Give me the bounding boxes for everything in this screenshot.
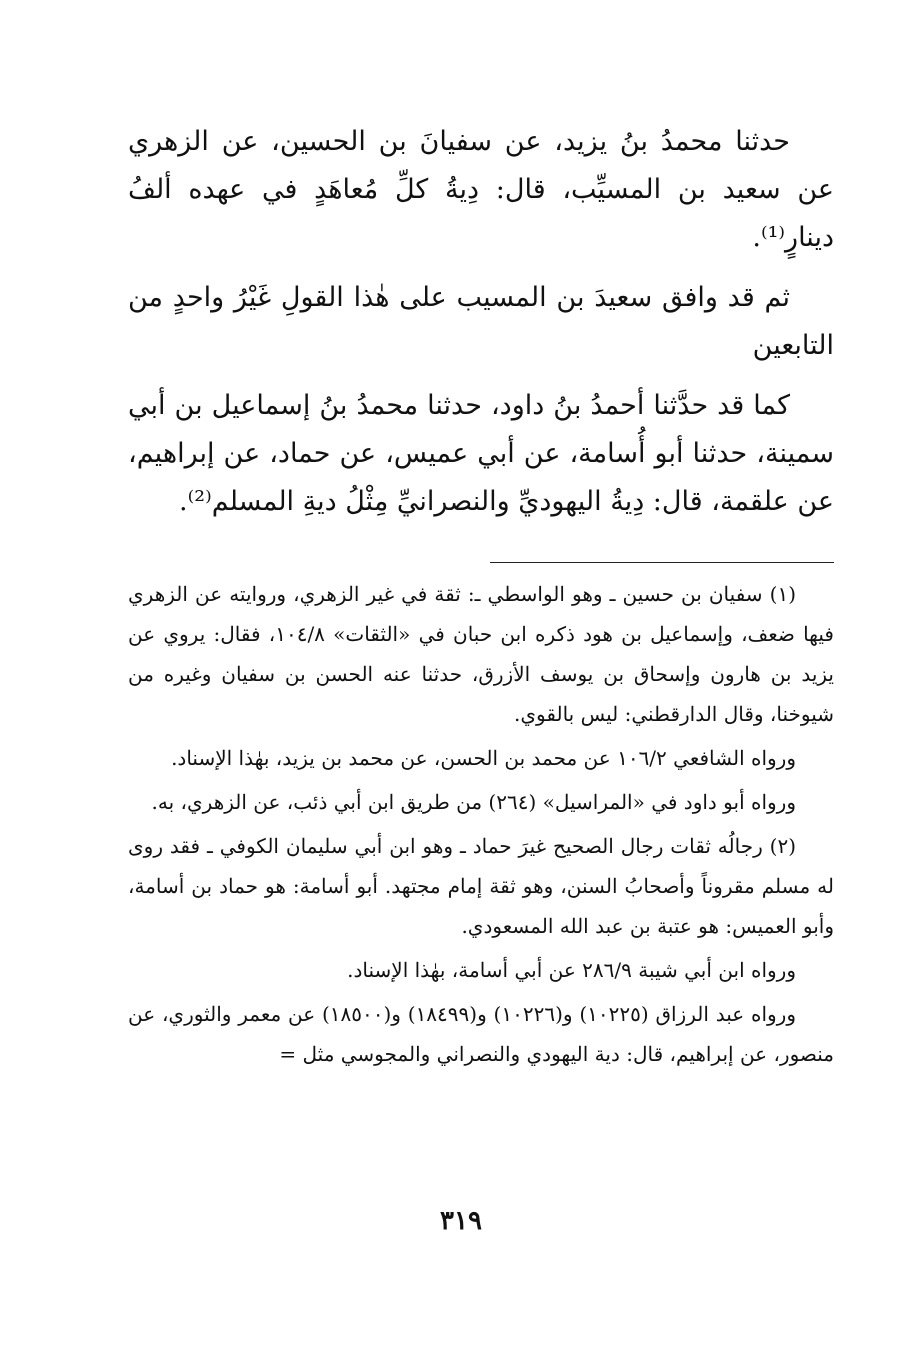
footnote-1-shafii: ورواه الشافعي ١٠٦/٢ عن محمد بن الحسن، عن محمد بن يزيد، بهٰذا الإسناد. xyxy=(171,746,796,770)
footnote-1-abu-dawud: ورواه أبو داود في «المراسيل» (٢٦٤) من طريق ابن أبي ذئب، عن الزهري، به. xyxy=(151,790,796,814)
main-paragraph-1: حدثنا محمدُ بنُ يزيد، عن سفيانَ بن الحسين، عن الزهري عن سعيد بن المسيِّب، قال: دِيةُ كلِّ مُعاهَدٍ في عهده ألفُ دينارٍ⁽¹⁾. xyxy=(128,126,834,253)
footnote-2-ibn-abi-shaybah: ورواه ابن أبي شيبة ٢٨٦/٩ عن أبي أسامة، بهٰذا الإسناد. xyxy=(347,958,796,982)
main-text xyxy=(128,118,834,538)
footnote-1: (١) سفيان بن حسين ـ وهو الواسطي ـ: ثقة في غير الزهري، وروايته عن الزهري فيها ضعف، وإسماعيل بن هود ذكره ابن حبان في «الثقات» ١٠٤/٨، فقال: يروي عن يزيد بن هارون وإسحاق بن يوسف الأزرق، حدثنا عنه الحسن بن سفيان وغيره من شيوخنا، وقال الدارقطني: ليس بالقوي. xyxy=(128,582,834,726)
main-paragraph-2: ثم قد وافق سعيدَ بن المسيب على هٰذا القولِ غَيْرُ واحدٍ من التابعين xyxy=(128,282,834,361)
footnote-2: (٢) رجالُه ثقات رجال الصحيح غيرَ حماد ـ وهو ابن أبي سليمان الكوفي ـ فقد روى له مسلم مقروناً وأصحابُ السنن، وهو ثقة إمام مجتهد. أبو أسامة: هو حماد بن أسامة، وأبو العميس: هو عتبة بن عبد الله المسعودي. xyxy=(128,834,834,938)
page-number: ٣١٩ xyxy=(440,1206,482,1236)
main-paragraph-3: كما قد حدَّثنا أحمدُ بنُ داود، حدثنا محمدُ بنُ إسماعيل بن أبي سمينة، حدثنا أبو أُسامة، عن أبي عميس، عن حماد، عن إبراهيم، عن علقمة، قال: دِيةُ اليهوديِّ والنصرانيِّ مِثْلُ ديةِ المسلم⁽²⁾. xyxy=(128,390,834,517)
footnote-2-abd-al-razzaq: ورواه عبد الرزاق (١٠٢٢٥) و(١٠٢٢٦) و(١٨٤٩٩) و(١٨٥٠٠) عن معمر والثوري، عن منصور، عن إبراهيم، قال: دية اليهودي والنصراني والمجوسي مثل = xyxy=(128,1002,834,1066)
footnotes xyxy=(128,574,834,1078)
footnote-separator xyxy=(490,562,834,563)
